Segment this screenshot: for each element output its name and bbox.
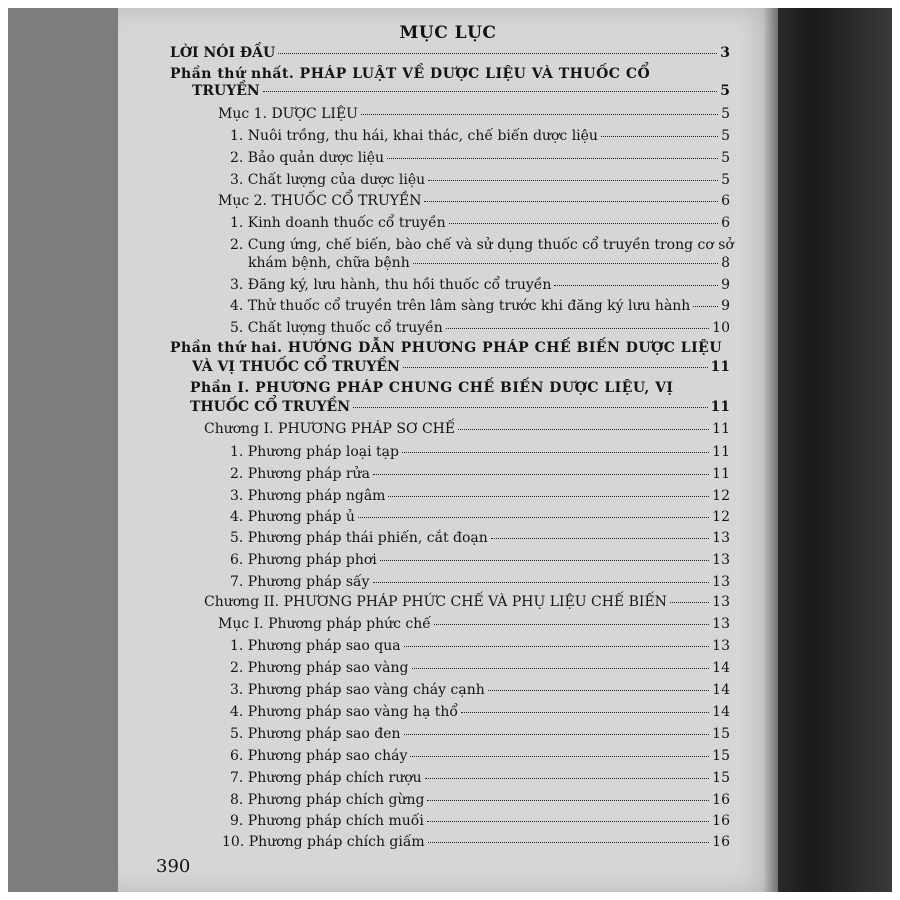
- toc-entry: [230, 638, 730, 654]
- toc-entry: [230, 726, 730, 742]
- leader-dots: [353, 407, 708, 408]
- toc-entry-title: 1. Phương pháp sao qua: [230, 638, 401, 654]
- leader-dots: [446, 328, 709, 329]
- toc-entry-title: 3. Đăng ký, lưu hành, thu hồi thuốc cổ truyền: [230, 277, 552, 293]
- toc-entry: [230, 298, 730, 314]
- toc-entry-page: 8: [721, 255, 730, 271]
- toc-entry: [192, 83, 730, 99]
- leader-dots: [388, 496, 709, 497]
- toc-entry-page: 9: [721, 298, 730, 314]
- toc-entry-title: Phần thứ nhất. PHÁP LUẬT VỀ DƯỢC LIỆU VÀ THUỐC CỔ: [170, 66, 651, 82]
- toc-entry: [218, 616, 730, 632]
- page-title: MỤC LỤC: [399, 23, 497, 43]
- toc-entry-title: 5. Phương pháp thái phiến, cắt đoạn: [230, 530, 488, 546]
- toc-entry: [230, 574, 730, 590]
- toc-entry-title: 3. Chất lượng của dược liệu: [230, 172, 426, 188]
- leader-dots: [412, 668, 710, 669]
- toc-entry: [230, 172, 730, 188]
- toc-entry: [230, 509, 730, 525]
- leader-dots: [449, 223, 718, 224]
- leader-dots: [458, 429, 709, 430]
- toc-entry-page: 5: [721, 150, 730, 166]
- toc-entry-title: 2. Cung ứng, chế biến, bào chế và sử dụng thuốc cổ truyền trong cơ sở: [230, 237, 734, 253]
- toc-entry: [204, 594, 730, 610]
- toc-entry-page: 13: [712, 638, 730, 654]
- toc-entry-page: 13: [712, 552, 730, 568]
- leader-dots: [387, 158, 718, 159]
- toc-entry-title: Mục 1. DƯỢC LIỆU: [218, 106, 358, 122]
- toc-entry-page: 12: [712, 509, 730, 525]
- toc-entry-page: 15: [712, 726, 730, 742]
- toc-entry-title: 2. Phương pháp sao vàng: [230, 660, 409, 676]
- toc-entry-title: LỜI NÓI ĐẦU: [170, 45, 276, 61]
- book-page: [118, 8, 778, 892]
- toc-entry-title: 3. Phương pháp sao vàng cháy cạnh: [230, 682, 485, 698]
- toc-entry-title: 6. Phương pháp sao cháy: [230, 748, 408, 764]
- leader-dots: [410, 756, 709, 757]
- toc-entry-title: VÀ VỊ THUỐC CỔ TRUYỀN: [192, 359, 400, 375]
- toc-entry-title: 1. Phương pháp loại tạp: [230, 444, 399, 460]
- leader-dots: [461, 712, 709, 713]
- leader-dots: [403, 367, 708, 368]
- toc-entry: [230, 488, 730, 504]
- toc-entry-page: 11: [712, 466, 730, 482]
- toc-entry: [230, 770, 730, 786]
- toc-entry-title: 1. Kinh doanh thuốc cổ truyền: [230, 215, 446, 231]
- toc-entry-page: 10: [712, 320, 730, 336]
- toc-entry: [230, 552, 730, 568]
- toc-entry-title: TRUYỀN: [192, 83, 260, 99]
- leader-dots: [413, 263, 718, 264]
- leader-dots: [491, 538, 709, 539]
- toc-entry-title: khám bệnh, chữa bệnh: [248, 255, 410, 271]
- toc-entry: [248, 255, 730, 271]
- book-photo: [8, 8, 892, 892]
- book-spine-gutter: [778, 8, 892, 892]
- toc-entry-page: 16: [712, 813, 730, 829]
- toc-entry-title: 4. Thử thuốc cổ truyền trên lâm sàng trước khi đăng ký lưu hành: [230, 298, 691, 314]
- leader-dots: [404, 734, 710, 735]
- toc-entry: [190, 399, 730, 415]
- toc-entry: [230, 215, 730, 231]
- toc-entry-page: 5: [721, 172, 730, 188]
- toc-entry-page: 13: [712, 594, 730, 610]
- toc-entry: [230, 792, 730, 808]
- toc-entry-title: 5. Chất lượng thuốc cổ truyền: [230, 320, 443, 336]
- toc-entry: [230, 660, 730, 676]
- leader-dots: [434, 624, 709, 625]
- leader-dots: [361, 114, 718, 115]
- toc-entry: [230, 748, 730, 764]
- toc-entry-page: 11: [710, 399, 730, 415]
- toc-entry-page: 13: [712, 574, 730, 590]
- toc-entry-page: 11: [712, 421, 730, 437]
- toc-entry: [218, 106, 730, 122]
- leader-dots: [554, 285, 718, 286]
- toc-entry-page: 16: [712, 792, 730, 808]
- leader-dots: [427, 800, 709, 801]
- toc-entry-title: 8. Phương pháp chích gừng: [230, 792, 425, 808]
- toc-entry: [170, 45, 730, 61]
- toc-entry: [230, 682, 730, 698]
- toc-entry-page: 14: [712, 704, 730, 720]
- leader-dots: [693, 306, 718, 307]
- toc-entry: [230, 320, 730, 336]
- leader-dots: [373, 474, 709, 475]
- toc-entry-title: 3. Phương pháp ngâm: [230, 488, 386, 504]
- toc-entry-title: 6. Phương pháp phơi: [230, 552, 377, 568]
- leader-dots: [278, 53, 717, 54]
- toc-entry-page: 13: [712, 616, 730, 632]
- toc-entry-page: 3: [720, 45, 730, 61]
- toc-entry-title: THUỐC CỔ TRUYỀN: [190, 399, 351, 415]
- toc-entry: [222, 834, 730, 850]
- toc-entry-page: 15: [712, 770, 730, 786]
- leader-dots: [380, 560, 709, 561]
- toc-entry-page: 16: [712, 834, 730, 850]
- table-of-contents: [118, 8, 778, 892]
- toc-entry: [230, 277, 730, 293]
- toc-entry-page: 5: [721, 128, 730, 144]
- toc-entry: [230, 128, 730, 144]
- toc-entry-title: Phần thứ hai. HƯỚNG DẪN PHƯƠNG PHÁP CHẾ BIẾN DƯỢC LIỆU: [170, 340, 723, 356]
- toc-entry-page: 11: [710, 359, 730, 375]
- toc-entry: [230, 813, 730, 829]
- leader-dots: [428, 180, 718, 181]
- toc-entry-page: 6: [721, 193, 730, 209]
- toc-entry-page: 12: [712, 488, 730, 504]
- toc-entry-title: 7. Phương pháp chích rượu: [230, 770, 422, 786]
- toc-entry-page: 15: [712, 748, 730, 764]
- leader-dots: [373, 582, 710, 583]
- toc-entry-page: 6: [721, 215, 730, 231]
- leader-dots: [263, 91, 718, 92]
- toc-entry-page: 5: [721, 106, 730, 122]
- toc-entry-title: Phần I. PHƯƠNG PHÁP CHUNG CHẾ BIẾN DƯỢC LIỆU, VỊ: [190, 380, 674, 396]
- toc-entry: [230, 466, 730, 482]
- toc-entry-title: 5. Phương pháp sao đen: [230, 726, 401, 742]
- toc-entry-page: 14: [712, 660, 730, 676]
- leader-dots: [358, 517, 709, 518]
- leader-dots: [428, 842, 709, 843]
- toc-entry-page: 13: [712, 530, 730, 546]
- leader-dots: [404, 646, 710, 647]
- toc-entry-title: 2. Bảo quản dược liệu: [230, 150, 385, 166]
- leader-dots: [601, 136, 718, 137]
- toc-entry-title: 4. Phương pháp ủ: [230, 509, 355, 525]
- leader-dots: [424, 201, 718, 202]
- leader-dots: [488, 690, 709, 691]
- toc-entry-page: 11: [712, 444, 730, 460]
- toc-entry-title: 2. Phương pháp rửa: [230, 466, 370, 482]
- toc-entry-page: 9: [721, 277, 730, 293]
- toc-entry: [218, 193, 730, 209]
- leader-dots: [402, 452, 709, 453]
- toc-entry: [192, 359, 730, 375]
- toc-entry-title: 1. Nuôi trồng, thu hái, khai thác, chế biến dược liệu: [230, 128, 598, 144]
- toc-entry-page: 14: [712, 682, 730, 698]
- toc-entry-title: 4. Phương pháp sao vàng hạ thổ: [230, 704, 458, 720]
- toc-entry-page: 5: [720, 83, 730, 99]
- toc-entry-title: 9. Phương pháp chích muối: [230, 813, 424, 829]
- toc-entry: [230, 444, 730, 460]
- leader-dots: [670, 602, 709, 603]
- toc-entry-title: Mục 2. THUỐC CỔ TRUYỀN: [218, 193, 422, 209]
- leader-dots: [427, 821, 709, 822]
- page-number: 390: [156, 856, 191, 877]
- toc-entry: [204, 421, 730, 437]
- toc-entry: [230, 530, 730, 546]
- toc-entry: [230, 150, 730, 166]
- leader-dots: [425, 778, 710, 779]
- toc-entry-title: Chương I. PHƯƠNG PHÁP SƠ CHẾ: [204, 421, 456, 437]
- toc-entry: [230, 704, 730, 720]
- toc-entry-title: Chương II. PHƯƠNG PHÁP PHỨC CHẾ VÀ PHỤ LIỆU CHẾ BIẾN: [204, 594, 667, 610]
- toc-entry-title: 10. Phương pháp chích giấm: [222, 834, 425, 850]
- toc-entry-title: 7. Phương pháp sấy: [230, 574, 370, 590]
- toc-entry-title: Mục I. Phương pháp phức chế: [218, 616, 431, 632]
